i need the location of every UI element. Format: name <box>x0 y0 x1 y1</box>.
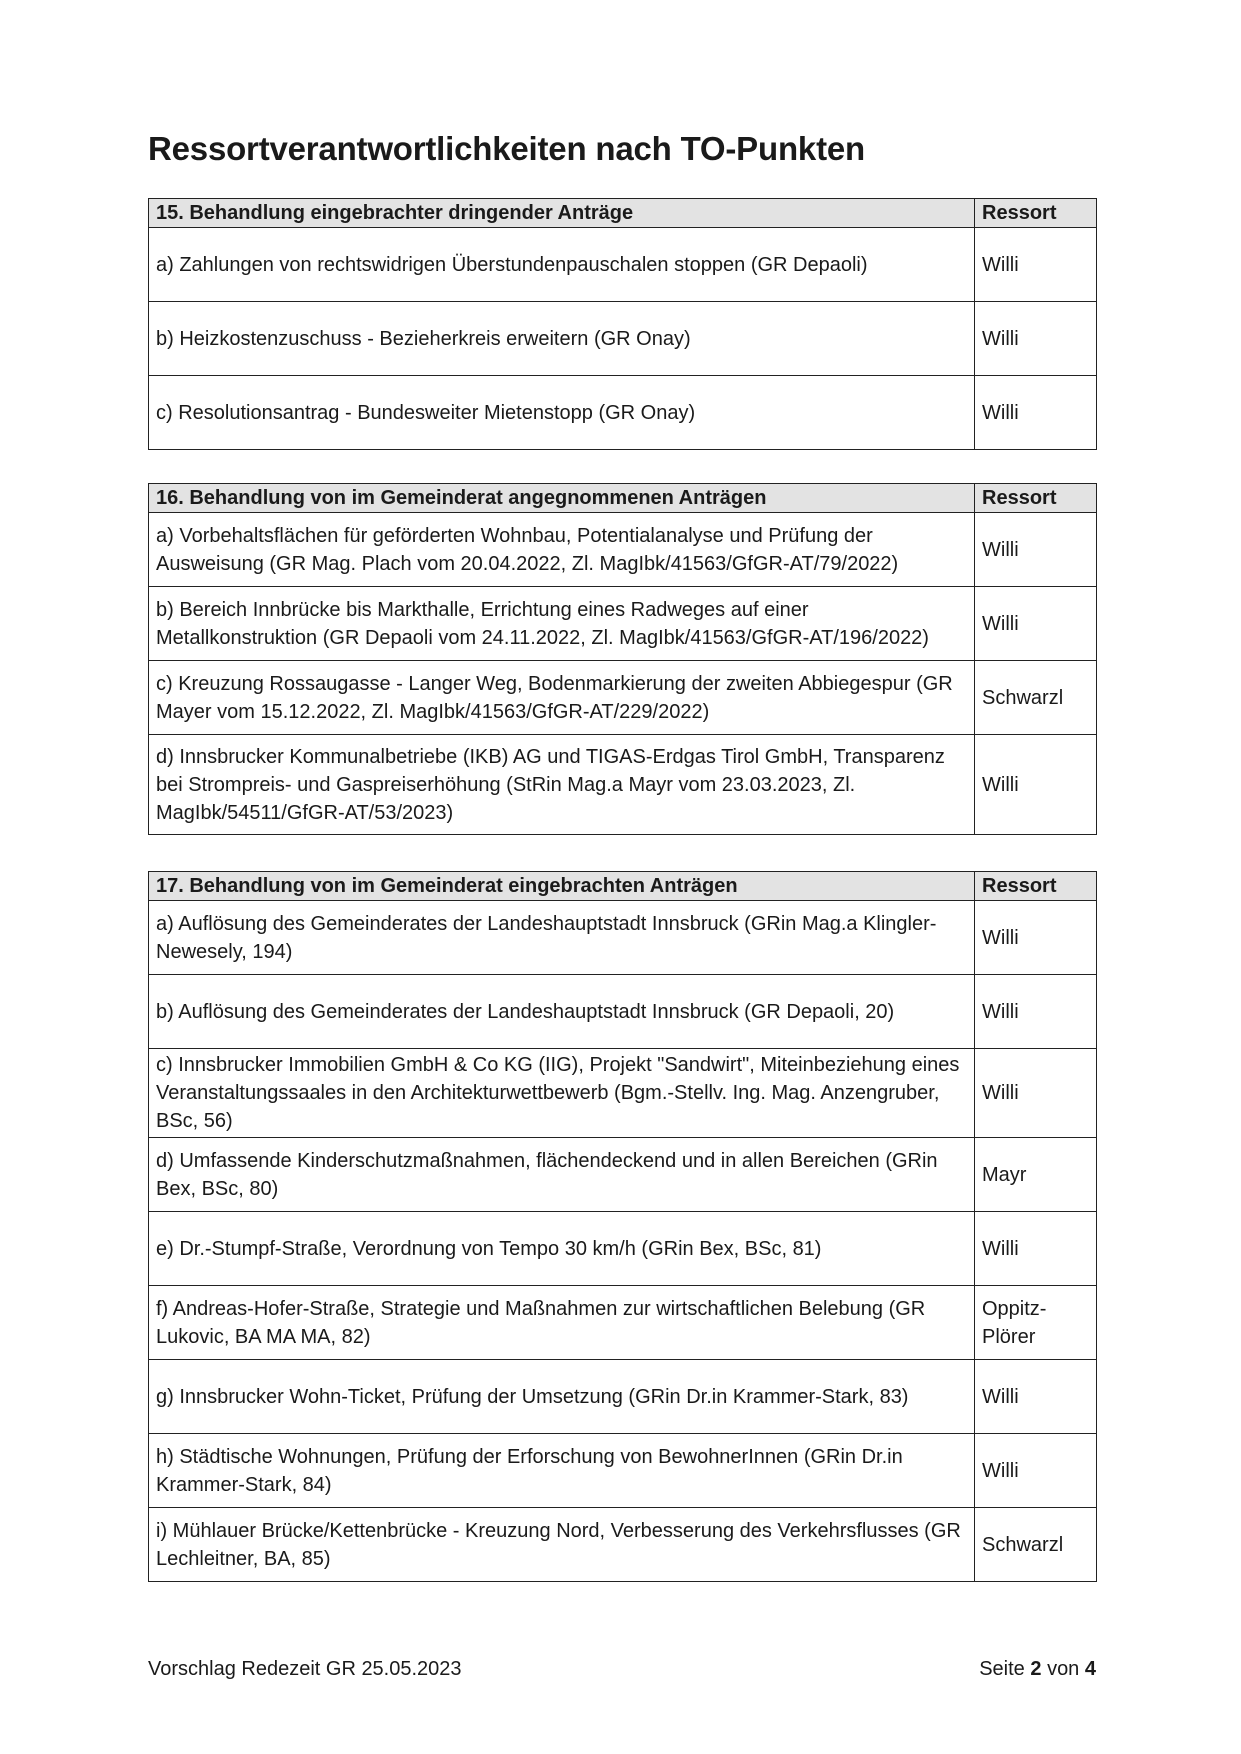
page-prefix: Seite <box>979 1658 1025 1680</box>
section-heading: 15. Behandlung eingebrachter dringender Anträge <box>149 199 975 228</box>
table-row <box>149 513 1097 587</box>
table-row <box>149 1286 1097 1360</box>
table-row <box>149 228 1097 302</box>
table-row <box>149 1434 1097 1508</box>
table-header-row <box>149 199 1097 228</box>
table-row <box>149 587 1097 661</box>
table-header-row <box>149 872 1097 901</box>
agenda-item-text: c) Innsbrucker Immobilien GmbH & Co KG (IIG), Projekt "Sandwirt", Miteinbeziehung eines Veranstaltungssaales in den Architekturwettbewerb (Bgm.-Stellv. Ing. Mag. Anzengruber, BSc, 56) <box>149 1049 975 1138</box>
ressort-cell: Willi <box>975 513 1097 587</box>
ressort-cell: Oppitz-Plörer <box>975 1286 1097 1360</box>
page-separator: von <box>1047 1658 1080 1680</box>
table-row <box>149 376 1097 450</box>
ressort-cell: Willi <box>975 228 1097 302</box>
page-total: 4 <box>1084 1658 1096 1680</box>
ressort-cell: Willi <box>975 975 1097 1049</box>
table-row <box>149 975 1097 1049</box>
agenda-item-text: h) Städtische Wohnungen, Prüfung der Erforschung von BewohnerInnen (GRin Dr.in Krammer-Stark, 84) <box>149 1434 975 1508</box>
table-row <box>149 1138 1097 1212</box>
ressort-column-header: Ressort <box>975 199 1097 228</box>
table-row <box>149 1212 1097 1286</box>
footer-page-number <box>979 1658 1096 1681</box>
ressort-cell: Willi <box>975 1434 1097 1508</box>
agenda-item-text: a) Auflösung des Gemeinderates der Landeshauptstadt Innsbruck (GRin Mag.a Klingler-Newesely, 194) <box>149 901 975 975</box>
ressort-cell: Willi <box>975 735 1097 835</box>
section-heading: 17. Behandlung von im Gemeinderat eingebrachten Anträgen <box>149 872 975 901</box>
ressort-cell: Willi <box>975 302 1097 376</box>
table-row <box>149 1049 1097 1138</box>
ressort-cell: Willi <box>975 1212 1097 1286</box>
ressort-cell: Willi <box>975 1360 1097 1434</box>
agenda-item-text: b) Heizkostenzuschuss - Bezieherkreis erweitern (GR Onay) <box>149 302 975 376</box>
agenda-item-text: b) Auflösung des Gemeinderates der Landeshauptstadt Innsbruck (GR Depaoli, 20) <box>149 975 975 1049</box>
ressort-cell: Schwarzl <box>975 1508 1097 1582</box>
table-row <box>149 901 1097 975</box>
section-15-table <box>148 198 1097 450</box>
agenda-item-text: a) Vorbehaltsflächen für geförderten Wohnbau, Potentialanalyse und Prüfung der Ausweisung (GR Mag. Plach vom 20.04.2022, Zl. MagIbk/41563/GfGR-AT/79/2022) <box>149 513 975 587</box>
page-current: 2 <box>1030 1658 1042 1680</box>
ressort-cell: Willi <box>975 901 1097 975</box>
ressort-cell: Willi <box>975 587 1097 661</box>
section-heading: 16. Behandlung von im Gemeinderat angegnommenen Anträgen <box>149 484 975 513</box>
page-title: Ressortverantwortlichkeiten nach TO-Punkten <box>148 130 865 167</box>
ressort-cell: Mayr <box>975 1138 1097 1212</box>
ressort-column-header: Ressort <box>975 484 1097 513</box>
footer-document-label: Vorschlag Redezeit GR 25.05.2023 <box>148 1658 462 1680</box>
table-row <box>149 302 1097 376</box>
section-17-table <box>148 871 1097 1582</box>
agenda-item-text: a) Zahlungen von rechtswidrigen Überstundenpauschalen stoppen (GR Depaoli) <box>149 228 975 302</box>
agenda-item-text: e) Dr.-Stumpf-Straße, Verordnung von Tempo 30 km/h (GRin Bex, BSc, 81) <box>149 1212 975 1286</box>
table-row <box>149 735 1097 835</box>
agenda-item-text: d) Umfassende Kinderschutzmaßnahmen, flächendeckend und in allen Bereichen (GRin Bex, BSc, 80) <box>149 1138 975 1212</box>
ressort-cell: Schwarzl <box>975 661 1097 735</box>
table-header-row <box>149 484 1097 513</box>
ressort-cell: Willi <box>975 1049 1097 1138</box>
agenda-item-text: c) Kreuzung Rossaugasse - Langer Weg, Bodenmarkierung der zweiten Abbiegespur (GR Mayer vom 15.12.2022, Zl. MagIbk/41563/GfGR-AT/229/2022) <box>149 661 975 735</box>
ressort-column-header: Ressort <box>975 872 1097 901</box>
agenda-item-text: c) Resolutionsantrag - Bundesweiter Mietenstopp (GR Onay) <box>149 376 975 450</box>
ressort-cell: Willi <box>975 376 1097 450</box>
table-row <box>149 1360 1097 1434</box>
agenda-item-text: d) Innsbrucker Kommunalbetriebe (IKB) AG und TIGAS-Erdgas Tirol GmbH, Transparenz bei Strompreis- und Gaspreiserhöhung (StRin Mag.a Mayr vom 23.03.2023, Zl. MagIbk/54511/GfGR-AT/53/2023) <box>149 735 975 835</box>
table-row <box>149 1508 1097 1582</box>
agenda-item-text: i) Mühlauer Brücke/Kettenbrücke - Kreuzung Nord, Verbesserung des Verkehrsflusses (GR Lechleitner, BA, 85) <box>149 1508 975 1582</box>
agenda-item-text: b) Bereich Innbrücke bis Markthalle, Errichtung eines Radweges auf einer Metallkonstruktion (GR Depaoli vom 24.11.2022, Zl. MagIbk/41563/GfGR-AT/196/2022) <box>149 587 975 661</box>
section-16-table <box>148 483 1097 835</box>
agenda-item-text: g) Innsbrucker Wohn-Ticket, Prüfung der Umsetzung (GRin Dr.in Krammer-Stark, 83) <box>149 1360 975 1434</box>
agenda-item-text: f) Andreas-Hofer-Straße, Strategie und Maßnahmen zur wirtschaftlichen Belebung (GR Lukovic, BA MA MA, 82) <box>149 1286 975 1360</box>
table-row <box>149 661 1097 735</box>
